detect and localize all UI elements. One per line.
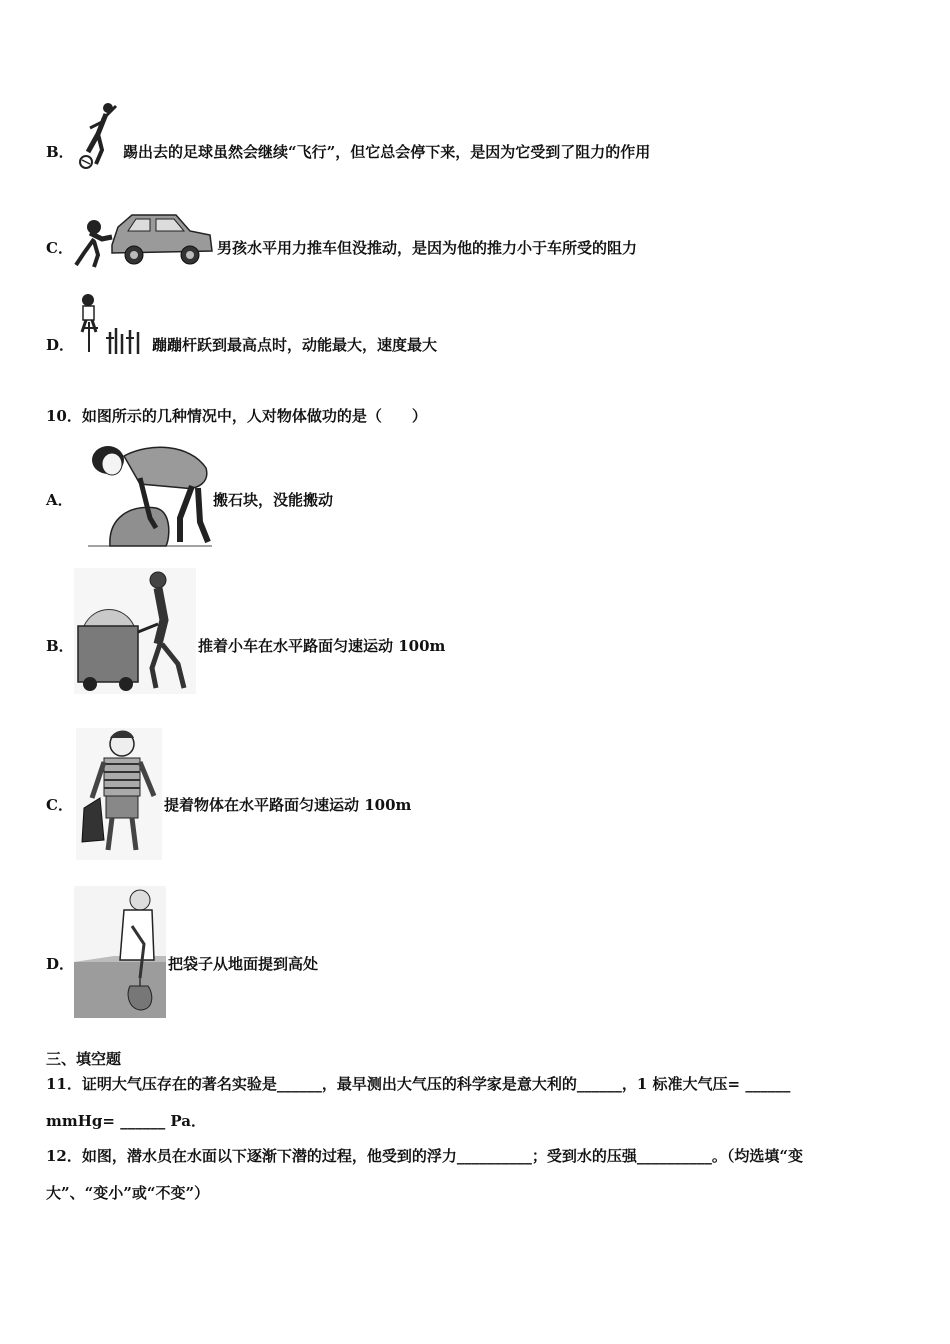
option-text: 蹦蹦杆跃到最高点时，动能最大，速度最大 [152,336,438,354]
question-12-line-2: 大”、“变小”或“不变”） [46,1184,210,1202]
boy-carrying-bag-illustration [76,728,162,860]
option-text: 把袋子从地面提到高处 [168,955,319,973]
option-text: 推着小车在水平路面匀速运动 100m [198,637,446,655]
boy-pushing-car-illustration [72,205,216,271]
option-text: 提着物体在水平路面匀速运动 100m [164,796,412,814]
soccer-player-illustration [72,98,122,172]
option-letter: C． [46,239,73,257]
section-title: 三、填空题 [46,1050,122,1068]
pogo-stick-illustration [74,292,150,358]
option-letter: B． [46,143,74,161]
option-text: 踢出去的足球虽然会继续“飞行”，但它总会停下来，是因为它受到了阻力的作用 [123,143,651,161]
man-lifting-bag-illustration [74,886,166,1018]
option-text: 男孩水平用力推车但没推动，是因为他的推力小于车所受的阻力 [217,239,638,257]
woman-lifting-stone-illustration [80,438,212,550]
question-12-line-1: 12．如图，潜水员在水面以下逐渐下潜的过程，他受到的浮力__________；受到水的压强__________。（均选填“变 [46,1147,804,1165]
boy-pushing-cart-illustration [74,568,196,694]
option-letter: A． [46,491,73,509]
question-11-line-1: 11．证明大气压存在的著名实验是______，最早测出大气压的科学家是意大利的______，1 标准大气压= ______ [46,1075,791,1093]
option-letter: C． [46,796,73,814]
option-letter: D． [46,955,75,973]
option-text: 搬石块，没能搬动 [213,491,334,509]
option-letter: D． [46,336,75,354]
question-11-line-2: mmHg= ______ Pa． [46,1112,207,1130]
option-letter: B． [46,637,74,655]
question-10-stem: 10．如图所示的几种情况中，人对物体做功的是（ ） [46,407,427,425]
